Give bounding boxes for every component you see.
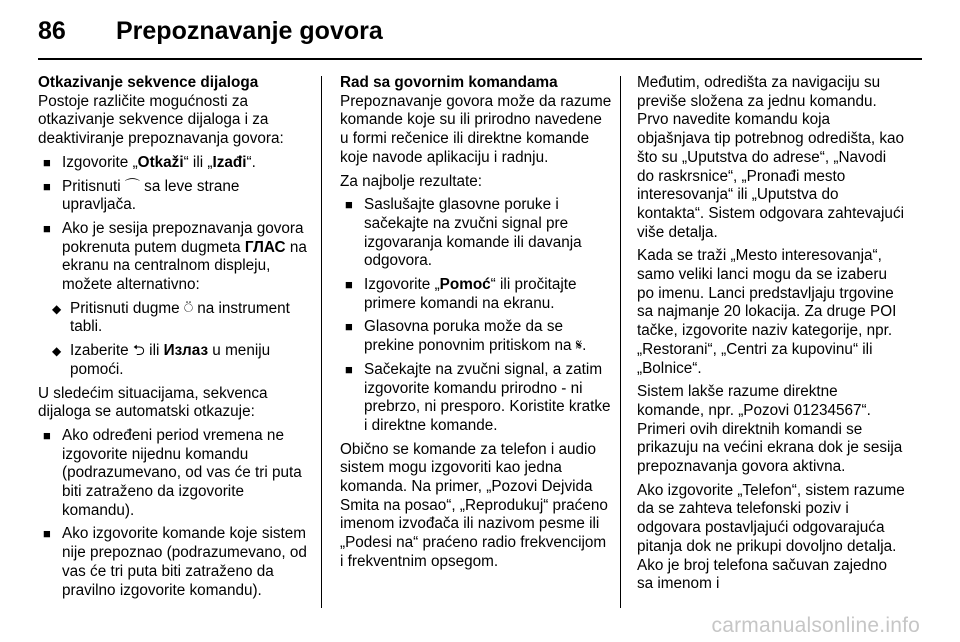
column-1 — [38, 74, 310, 605]
voice-steering-icon: ⌒ — [124, 177, 140, 195]
column-divider — [321, 76, 322, 608]
paragraph: Prepoznavanje govora može da razume komande koje su ili prirodno navedene u formi rečenice ili direktne komande koje navode aplikaciju i radnju. — [340, 92, 612, 166]
list-item: ■ Ako je sesija prepoznavanja govora pokrenuta putem dugmeta ГЛАС na ekranu na centralnom displeju, možete alternativno: ◆ Pritisnuti dugme ⍥ na instrument tabli. ◆ Izaberite ⮌ ili Излаз u meniju pomoći. — [38, 220, 310, 380]
list-item: ■ Pritisnuti ⌒ sa leve strane upravljača. — [43, 177, 240, 214]
paragraph: Obično se komande za telefon i audio sistem mogu izgovoriti kao jedna komanda. Na primer, „Pozovi Dejvida Smita na posao“, „Reprodukuj“ praćeno imenom izvođača ili nazivom pesme ili „Podesi na“ praćeno radio frekvencijom i frekventnim opsegom. — [340, 440, 608, 570]
list-item: ■ Glasovna poruka može da se prekine ponovnim pritiskom na 𝄋. — [345, 318, 587, 355]
voice-prompt-icon: 𝄋 — [575, 337, 583, 355]
header-rule — [38, 58, 922, 60]
watermark: carmanualsonline.info — [711, 614, 920, 637]
list-item: ◆ Izaberite ⮌ ili Излаз u meniju pomoći. — [52, 342, 271, 378]
paragraph: Postoje različite mogućnosti za otkazivanje sekvence dijaloga i za deaktiviranje prepoznavanja govora: — [38, 92, 284, 148]
column-divider — [620, 76, 621, 608]
section-heading: Rad sa govornim komandama — [340, 74, 558, 91]
paragraph: Međutim, odredišta za navigaciju su previše složena za jednu komandu. Prvo navedite komandu koja objašnjava tip potrebnog odredišta, kao što su „Uputstva do adrese“, „Navodi do raskrsnice“, „Pronađi mesto interesovanja“ ili „Uputstva do kontakta“. Sistem odgovara zahtevajući više detalja. — [637, 74, 905, 241]
list-item: ■ Saslušajte glasovne poruke i sačekajte na zvučni signal pre izgovaranja komande ili davanja odgovora. — [345, 196, 582, 270]
list-item: ◆ Pritisnuti dugme ⍥ na instrument tabli. — [52, 299, 290, 336]
list-item: ■ Ako određeni period vremena ne izgovorite nijednu komandu (podrazumevano, od vas će tri puta biti zatraženo da izgovorite komandu). — [43, 426, 302, 519]
back-icon: ⮌ — [132, 342, 145, 360]
paragraph: Kada se traži „Mesto interesovanja“, samo veliki lanci mogu da se izaberu po imenu. Lanci predstavljaju trgovine sa najmanje 20 lokacija. Za druge POI tačke, izgovorite naziv kategorije, npr. „Restorani“, „Centri za kupovinu“ ili „Bolnice“. — [637, 247, 897, 377]
page-number: 86 — [38, 16, 66, 45]
list-item: ■ Sačekajte na zvučni signal, a zatim izgovorite komandu prirodno - ni prebrzo, ni presporo. Koristite kratke i direktne komande. — [345, 360, 611, 434]
voice-button-icon: ⍥ — [183, 299, 193, 317]
column-2 — [340, 74, 612, 577]
bullet-list — [340, 196, 612, 435]
list-item: ■ Izgovorite „Pomoć“ ili pročitajte primere komandi na ekranu. — [345, 276, 577, 312]
column-3 — [637, 74, 907, 599]
paragraph: Za najbolje rezultate: — [340, 172, 483, 190]
paragraph: Ako izgovorite „Telefon“, sistem razume da se zahteva telefonski poziv i odgovara postavljajući odgovarajuća pitanja dok ne prikupi dovoljno detalja. Ako je broj telefona sačuvan zajedno sa imenom i — [637, 481, 905, 593]
bullet-list — [38, 154, 310, 380]
list-item: ■ Ako izgovorite komande koje sistem nije prepoznao (podrazumevano, od vas će tri puta biti zatraženo da pravilno izgovorite komandu). — [43, 525, 307, 599]
paragraph: U sledećim situacijama, sekvenca dijaloga se automatski otkazuje: — [38, 384, 268, 421]
page-title: Prepoznavanje govora — [116, 16, 383, 45]
page-header — [38, 8, 922, 54]
bullet-list — [38, 427, 310, 600]
section-heading: Otkazivanje sekvence dijaloga — [38, 74, 259, 91]
paragraph: Sistem lakše razume direktne komande, npr. „Pozovi 01234567“. Primeri ovih direktnih komandi se prikazuju na većini ekrana dok je sesija prepoznavanja govora aktivna. — [637, 383, 903, 476]
list-item: ■ Izgovorite „Otkaži“ ili „Izađi“. — [43, 153, 256, 171]
sub-list — [38, 300, 310, 380]
